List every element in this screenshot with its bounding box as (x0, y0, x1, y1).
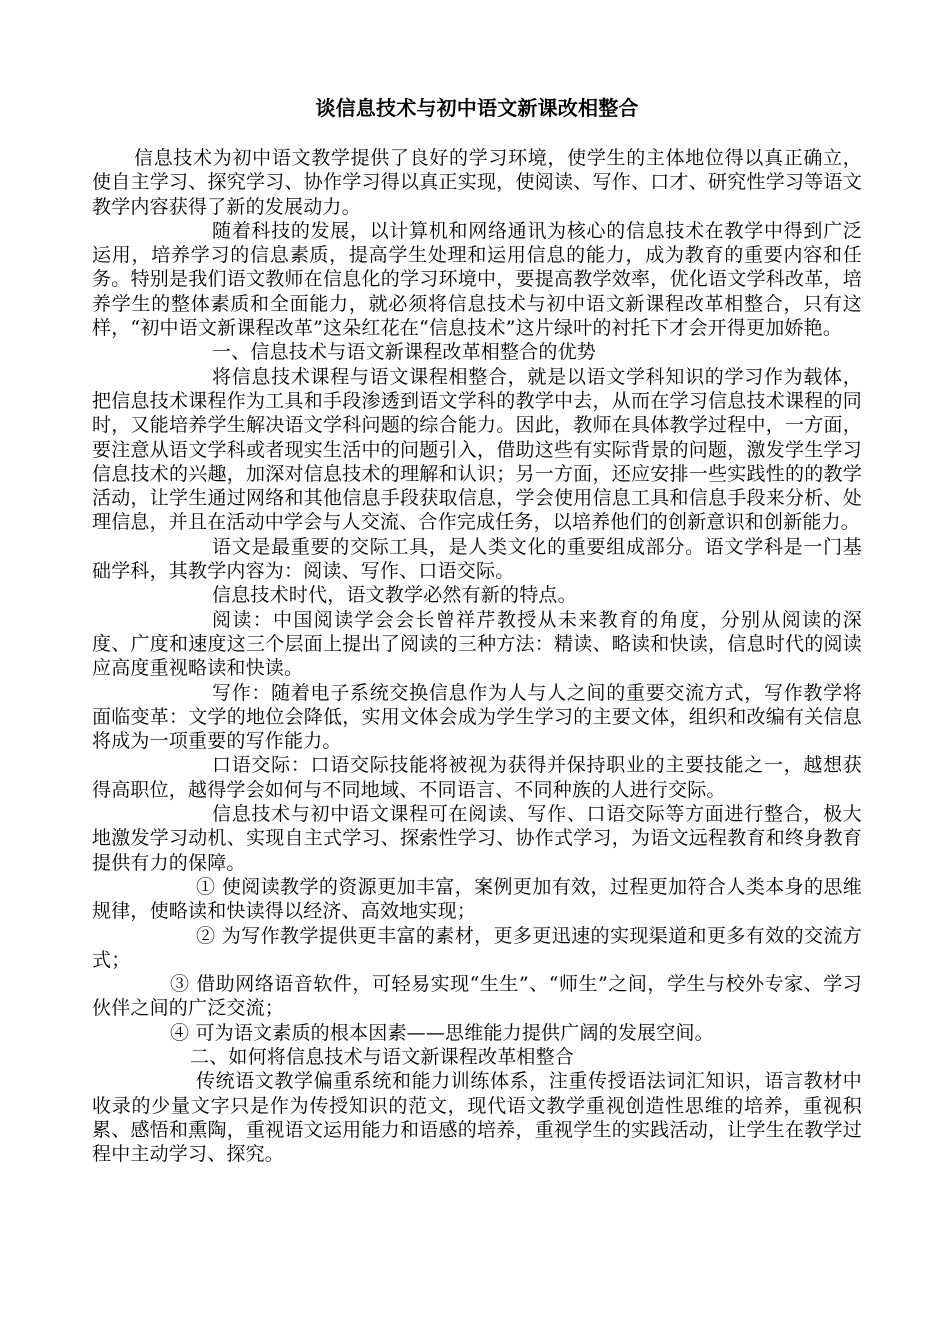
paragraph-new-features: 信息技术时代，语文教学必然有新的特点。 (212, 584, 577, 607)
paragraph-integration: 将信息技术课程与语文课程相整合，就是以语文学科知识的学习作为载体，把信息技术课程作为工具和手段渗透到语文学科的教学中去，从而在学习信息技术课程的同时，又能培养学生解决语文学科问题的综合能力。因此，教师在具体教学过程中，一方面，要注意从语文学科或者现实生活中的问题引入，借助这些有实际背景的问题，激发学生学习信息技术的兴趣，加深对信息技术的理解和认识；另一方面，还应安排一些实践性的的教学活动，让学生通过网络和其他信息手段获取信息，学会使用信息工具和信息手段来分析、处理信息，并且在活动中学会与人交流、合作完成任务，以培养他们的创新意识和创新能力。 (92, 365, 862, 534)
paragraph-oral-communication: 口语交际：口语交际技能将被视为获得并保持职业的主要技能之一，越想获得高职位，越得学会如何与不同地域、不同语言、不同种族的人进行交际。 (92, 754, 862, 801)
paragraph-reading: 阅读：中国阅读学会会长曾祥芹教授从未来教育的角度，分别从阅读的深度、广度和速度这三个层面上提出了阅读的三种方法：精读、略读和快读，信息时代的阅读应高度重视略读和快读。 (92, 608, 862, 680)
document-page (92, 96, 862, 1166)
paragraph-writing: 写作：随着电子系统交换信息作为人与人之间的重要交流方式，写作教学将面临变革：文学的地位会降低，实用文体会成为学生学习的主要文体，组织和改编有关信息将成为一项重要的写作能力。 (92, 681, 862, 753)
list-item-3: ③ 借助网络语音软件，可轻易实现“生生”、“师生”之间，学生与校外专家、学习伙伴之间的广泛交流； (92, 973, 862, 1020)
list-item-4: ④ 可为语文素质的根本因素——思维能力提供广阔的发展空间。 (170, 1021, 714, 1044)
document-title: 谈信息技术与初中语文新课改相整合 (315, 96, 639, 120)
list-item-1: ① 使阅读教学的资源更加丰富，案例更加有效，过程更加符合人类本身的思维规律，使略读和快读得以经济、高效地实现； (92, 875, 862, 923)
paragraph-traditional-teaching: 传统语文教学偏重系统和能力训练体系，注重传授语法词汇知识，语言教材中收录的少量文字只是作为传授知识的范文，现代语文教学重视创造性思维的培养，重视积累、感悟和熏陶，重视语文运用能力和语感的培养，重视学生的实践活动，让学生在教学过程中主动学习、探究。 (92, 1070, 862, 1166)
section-heading-2: 二、如何将信息技术与语文新课程改革相整合 (190, 1045, 575, 1068)
paragraph-chinese-subject: 语文是最重要的交际工具，是人类文化的重要组成部分。语文学科是一门基础学科，其教学内容为：阅读、写作、口语交际。 (92, 535, 862, 583)
section-heading-1: 一、信息技术与语文新课程改革相整合的优势 (212, 341, 597, 364)
paragraph-intro: 信息技术为初中语文教学提供了良好的学习环境，使学生的主体地位得以真正确立，使自主学习、探究学习、协作学习得以真正实现，使阅读、写作、口才、研究性学习等语文教学内容获得了新的发展动力。 (92, 147, 862, 218)
paragraph-background: 随着科技的发展，以计算机和网络通讯为核心的信息技术在教学中得到广泛运用，培养学习的信息素质，提高学生处理和运用信息的能力，成为教育的重要内容和任务。特别是我们语文教师在信息化的学习环境中，要提高教学效率，优化语文学科改革，培养学生的整体素质和全面能力，就必须将信息技术与初中语文新课程改革相整合，只有这样，“初中语文新课程改革”这朵红花在“信息技术”这片绿叶的衬托下才会开得更加娇艳。 (92, 219, 862, 340)
list-item-2: ② 为写作教学提供更丰富的素材，更多更迅速的实现渠道和更多有效的交流方式； (92, 924, 862, 971)
paragraph-integration-summary: 信息技术与初中语文课程可在阅读、写作、口语交际等方面进行整合，极大地激发学习动机、实现自主式学习、探索性学习、协作式学习，为语文远程教育和终身教育提供有力的保障。 (92, 803, 862, 874)
